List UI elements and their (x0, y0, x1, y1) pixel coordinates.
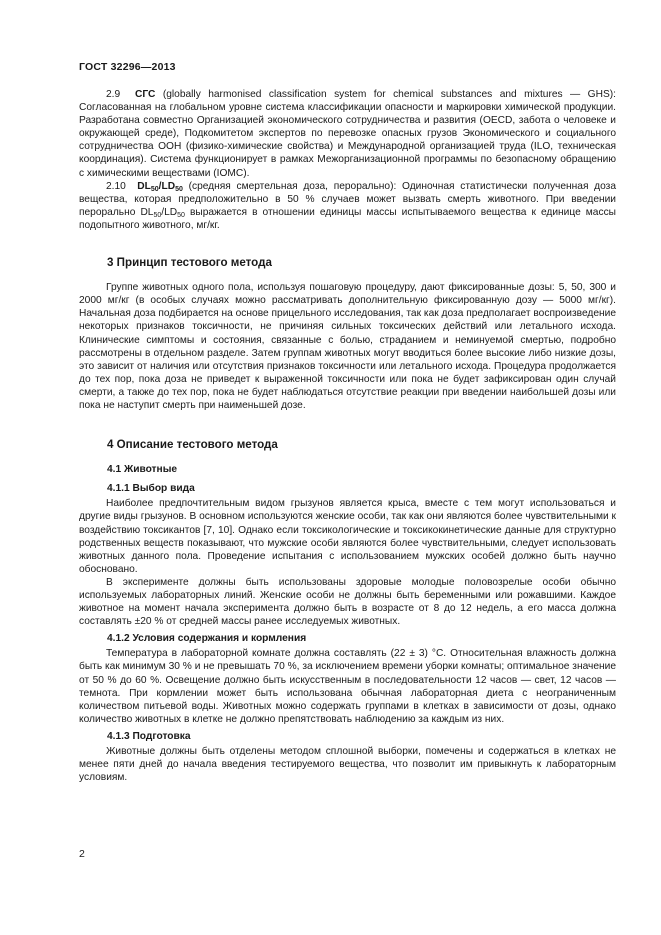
definition-term (137, 181, 183, 192)
subsection-4-1-1-title: 4.1.1 Выбор вида (107, 483, 195, 495)
paragraph-4-1-3: Животные должны быть отделены методом сплошной выборки, помечены и содержаться в клетках не менее пяти дней до начала введения тестируемого вещества, что позволит им привыкнуть к лабораторным условиям. (79, 746, 616, 784)
paragraph-4-1-1-a: Наиболее предпочтительным видом грызунов является крыса, вместе с тем могут использоваться и другие виды грызунов. В основном используются женские особи, так как они являются более чувствительными к воздействию токсикантов [7, 10]. Однако если токсикологические и токсикокинетические данные для структурно родственных веществ показывают, что мужские особи являются более чувствительными, следует использовать животных данного пола. Проведение испытания с использованием мужских особей должно быть научно обосновано. (79, 498, 616, 575)
page-number: 2 (79, 848, 85, 860)
standard-header: ГОСТ 32296—2013 (79, 61, 176, 73)
term-subscript: 50 (175, 185, 183, 193)
term-part: DL (137, 180, 151, 192)
paragraph-4-1-1-b: В эксперименте должны быть использованы здоровые молодые половозрелые особи обычно используемых лабораторных линий. Женские особи не должны быть беременными или рожавшими. Каждое животное на момент начала эксперимента должно быть в возрасте от 8 до 12 недель, а его масса должна составлять ±20 % от средней массы ранее исследуемых животных. (79, 576, 616, 628)
paragraph-4-1-2: Температура в лабораторной комнате должна составлять (22 ± 3) °С. Относительная влажность должна быть как минимум 30 % и не превышать 70 %, за исключением времени уборки комнаты; оптимальное значение от 50 % до 60 %. Освещение должно быть искусственным в последовательности 12 часов — свет, 12 часов — темнота. При кормлении может быть использована обычная лабораторная диета с неограниченным количеством питьевой воды. Животных можно содержать группами в клетках в зависимости от дозы, однако количество животных в клетке не должно препятствовать наблюдению за каждым из них. (79, 648, 616, 725)
definition-text: (globally harmonised classification system for chemical substances and mixtures — GHS): Согласованная на глобальном уровне система классификации опасности и маркировки химической продукции. Разработана совместно Организацией экономического сотрудничества и развития (OECD, забота о человеке и окружающей среде), Подкомитетом экспертов по перевозке опасных грузов Экономического и социального сотрудничества ООН (физико-химические свойства) и Международной организацией труда (ILO, техническая координация). Система функционирует в рамках Межорганизационной программы по безопасному обращению с химическими веществами (IOMC). (79, 89, 616, 179)
text-subscript: 50 (153, 211, 162, 219)
subsection-4-1-2-title: 4.1.2 Условия содержания и кормления (107, 633, 307, 645)
text-subscript: 50 (177, 211, 185, 219)
subsection-4-1-3-title: 4.1.3 Подготовка (107, 730, 191, 742)
definition-text: выражается в отношении единицы массы испытываемого вещества к единице массы подопытного животного, мг/кг. (79, 206, 616, 231)
definition-term: СГС (135, 89, 156, 100)
term-subscript: 50 (150, 185, 159, 193)
definition-2-9 (79, 88, 616, 180)
definition-text: /LD (161, 206, 178, 218)
definition-number: 2.9 (106, 89, 121, 100)
definition-text: (средняя смертельная доза, перорально): Одиночная статистически полученная доза вещества, которая предположительно в 50 % случаев может вызвать смерть животного. При введении перорально DL (79, 180, 616, 218)
definition-2-10 (79, 180, 616, 232)
section-3-title: 3 Принцип тестового метода (107, 256, 272, 270)
section-3-paragraph: Группе животных одного пола, используя пошаговую процедуру, дают фиксированные дозы: 5, 50, 300 и 2000 мг/кг (в особых случаях можно рассматривать дополнительную фиксированную дозу — 5000 мг/кг). Начальная доза подбирается на основе прицельного исследования, так как доза предполагает воспроизведение некоторых признаков токсичности, не причиняя сильных токсических действий или летального исхода. Клинические симптомы и состояния, связанные с болью, страданием и неминуемой смертью, подробно рассмотрены в отдельном разделе. Затем группам животных могут вводиться более высокие либо низкие дозы, это зависит от наличия или отсутствия признаков токсичности или летального исхода. Процедура продолжается до тех пор, пока доза не приведет к выраженной токсичности или пока не будет зафиксирован один случай смерти, а также до тех пор, пока не будет наблюдаться отсутствие реакции при введении наибольшей дозы или пока не наступит смерть при наименьшей дозе. (79, 282, 616, 411)
definition-number: 2.10 (106, 180, 126, 192)
section-4-title: 4 Описание тестового метода (107, 438, 278, 452)
term-part: /LD (158, 180, 176, 192)
document-body (79, 88, 616, 784)
subsection-4-1-title: 4.1 Животные (107, 464, 178, 476)
